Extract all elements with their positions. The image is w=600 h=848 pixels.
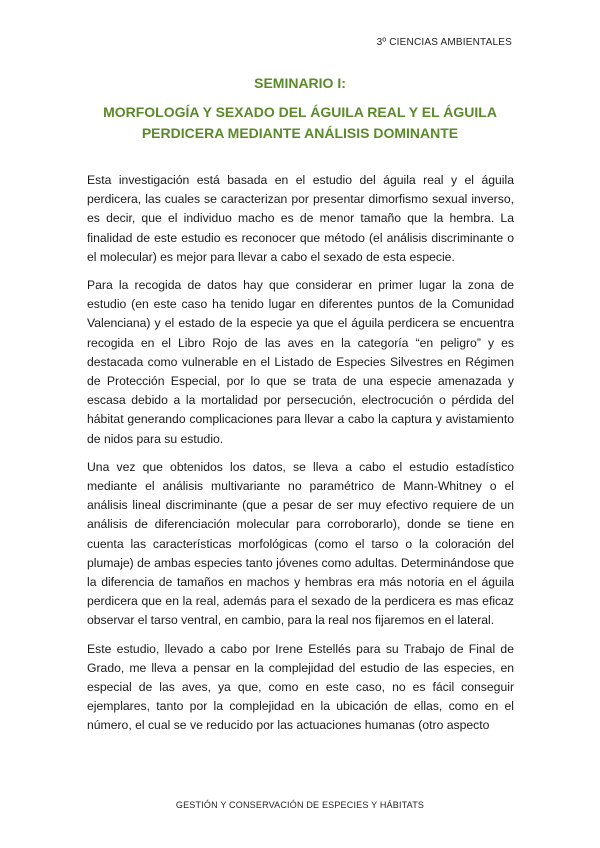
paragraph: Para la recogida de datos hay que considerar en primer lugar la zona de estudio (en este caso ha tenido lugar en diferentes puntos de la Comunidad Valenciana) y el estado de la especie ya que el águila perdicera se encuentra recogida en el Libro Rojo de las aves en la categoría “en peligro” y es destacada como vulnerable en el Listado de Especies Silvestres en Régimen de Protección Especial, por lo que se trata de una especie amenazada y escasa debido a la mortalidad por persecución, electrocución o pérdida del hábitat generando complicaciones para llevar a cabo la captura y avistamiento de nidos para su estudio. bbox=[87, 278, 514, 446]
document-title-line-2: PERDICERA MEDIANTE ANÁLISIS DOMINANTE bbox=[141, 125, 459, 141]
paragraph: Una vez que obtenidos los datos, se lleva a cabo el estudio estadístico mediante el análisis multivariante no paramétrico de Mann-Whitney o el análisis lineal discriminante (que a pesar de ser muy efectivo requiere de un análisis de diferenciación molecular para corroborarlo), donde se tiene en cuenta las características morfológicas (como el tarso o la coloración del plumaje) de ambas especies tanto jóvenes como adultas. Determinándose que la diferencia de tamaños en machos y hembras era más notoria en el águila perdicera que en la real, además para el sexado de la perdicera es mas eficaz observar el tarso ventral, en cambio, para la real nos fijaremos en el lateral. bbox=[87, 459, 514, 628]
seminar-title: SEMINARIO I: bbox=[254, 75, 346, 91]
title-block bbox=[60, 74, 540, 144]
paragraph: Esta investigación está basada en el estudio del águila real y el águila perdicera, las cuales se caracterizan por presentar dimorfismo sexual inverso, es decir, que el individuo macho es de menor tamaño que la hembra. La finalidad de este estudio es reconocer que método (el análisis discriminante o el molecular) es mejor para llevar a cabo el sexado de esta especie. bbox=[87, 173, 514, 264]
body-text bbox=[87, 171, 514, 745]
page-footer-subject: GESTIÓN Y CONSERVACIÓN DE ESPECIES Y HÁBITATS bbox=[175, 800, 425, 810]
document-title-line-1: MORFOLOGÍA Y SEXADO DEL ÁGUILA REAL Y EL ÁGUILA bbox=[103, 104, 497, 120]
paragraph: Este estudio, llevado a cabo por Irene Estellés para su Trabajo de Final de Grado, me lleva a pensar en la complejidad del estudio de las especies, en especial de las aves, ya que, como en este caso, no es fácil conseguir ejemplares, tanto por la complejidad en la ubicación de ellas, como en el número, el cual se ve reducido por las actuaciones humanas (otro aspecto bbox=[87, 641, 514, 733]
page-header-course: 3º CIENCIAS AMBIENTALES bbox=[376, 37, 512, 48]
